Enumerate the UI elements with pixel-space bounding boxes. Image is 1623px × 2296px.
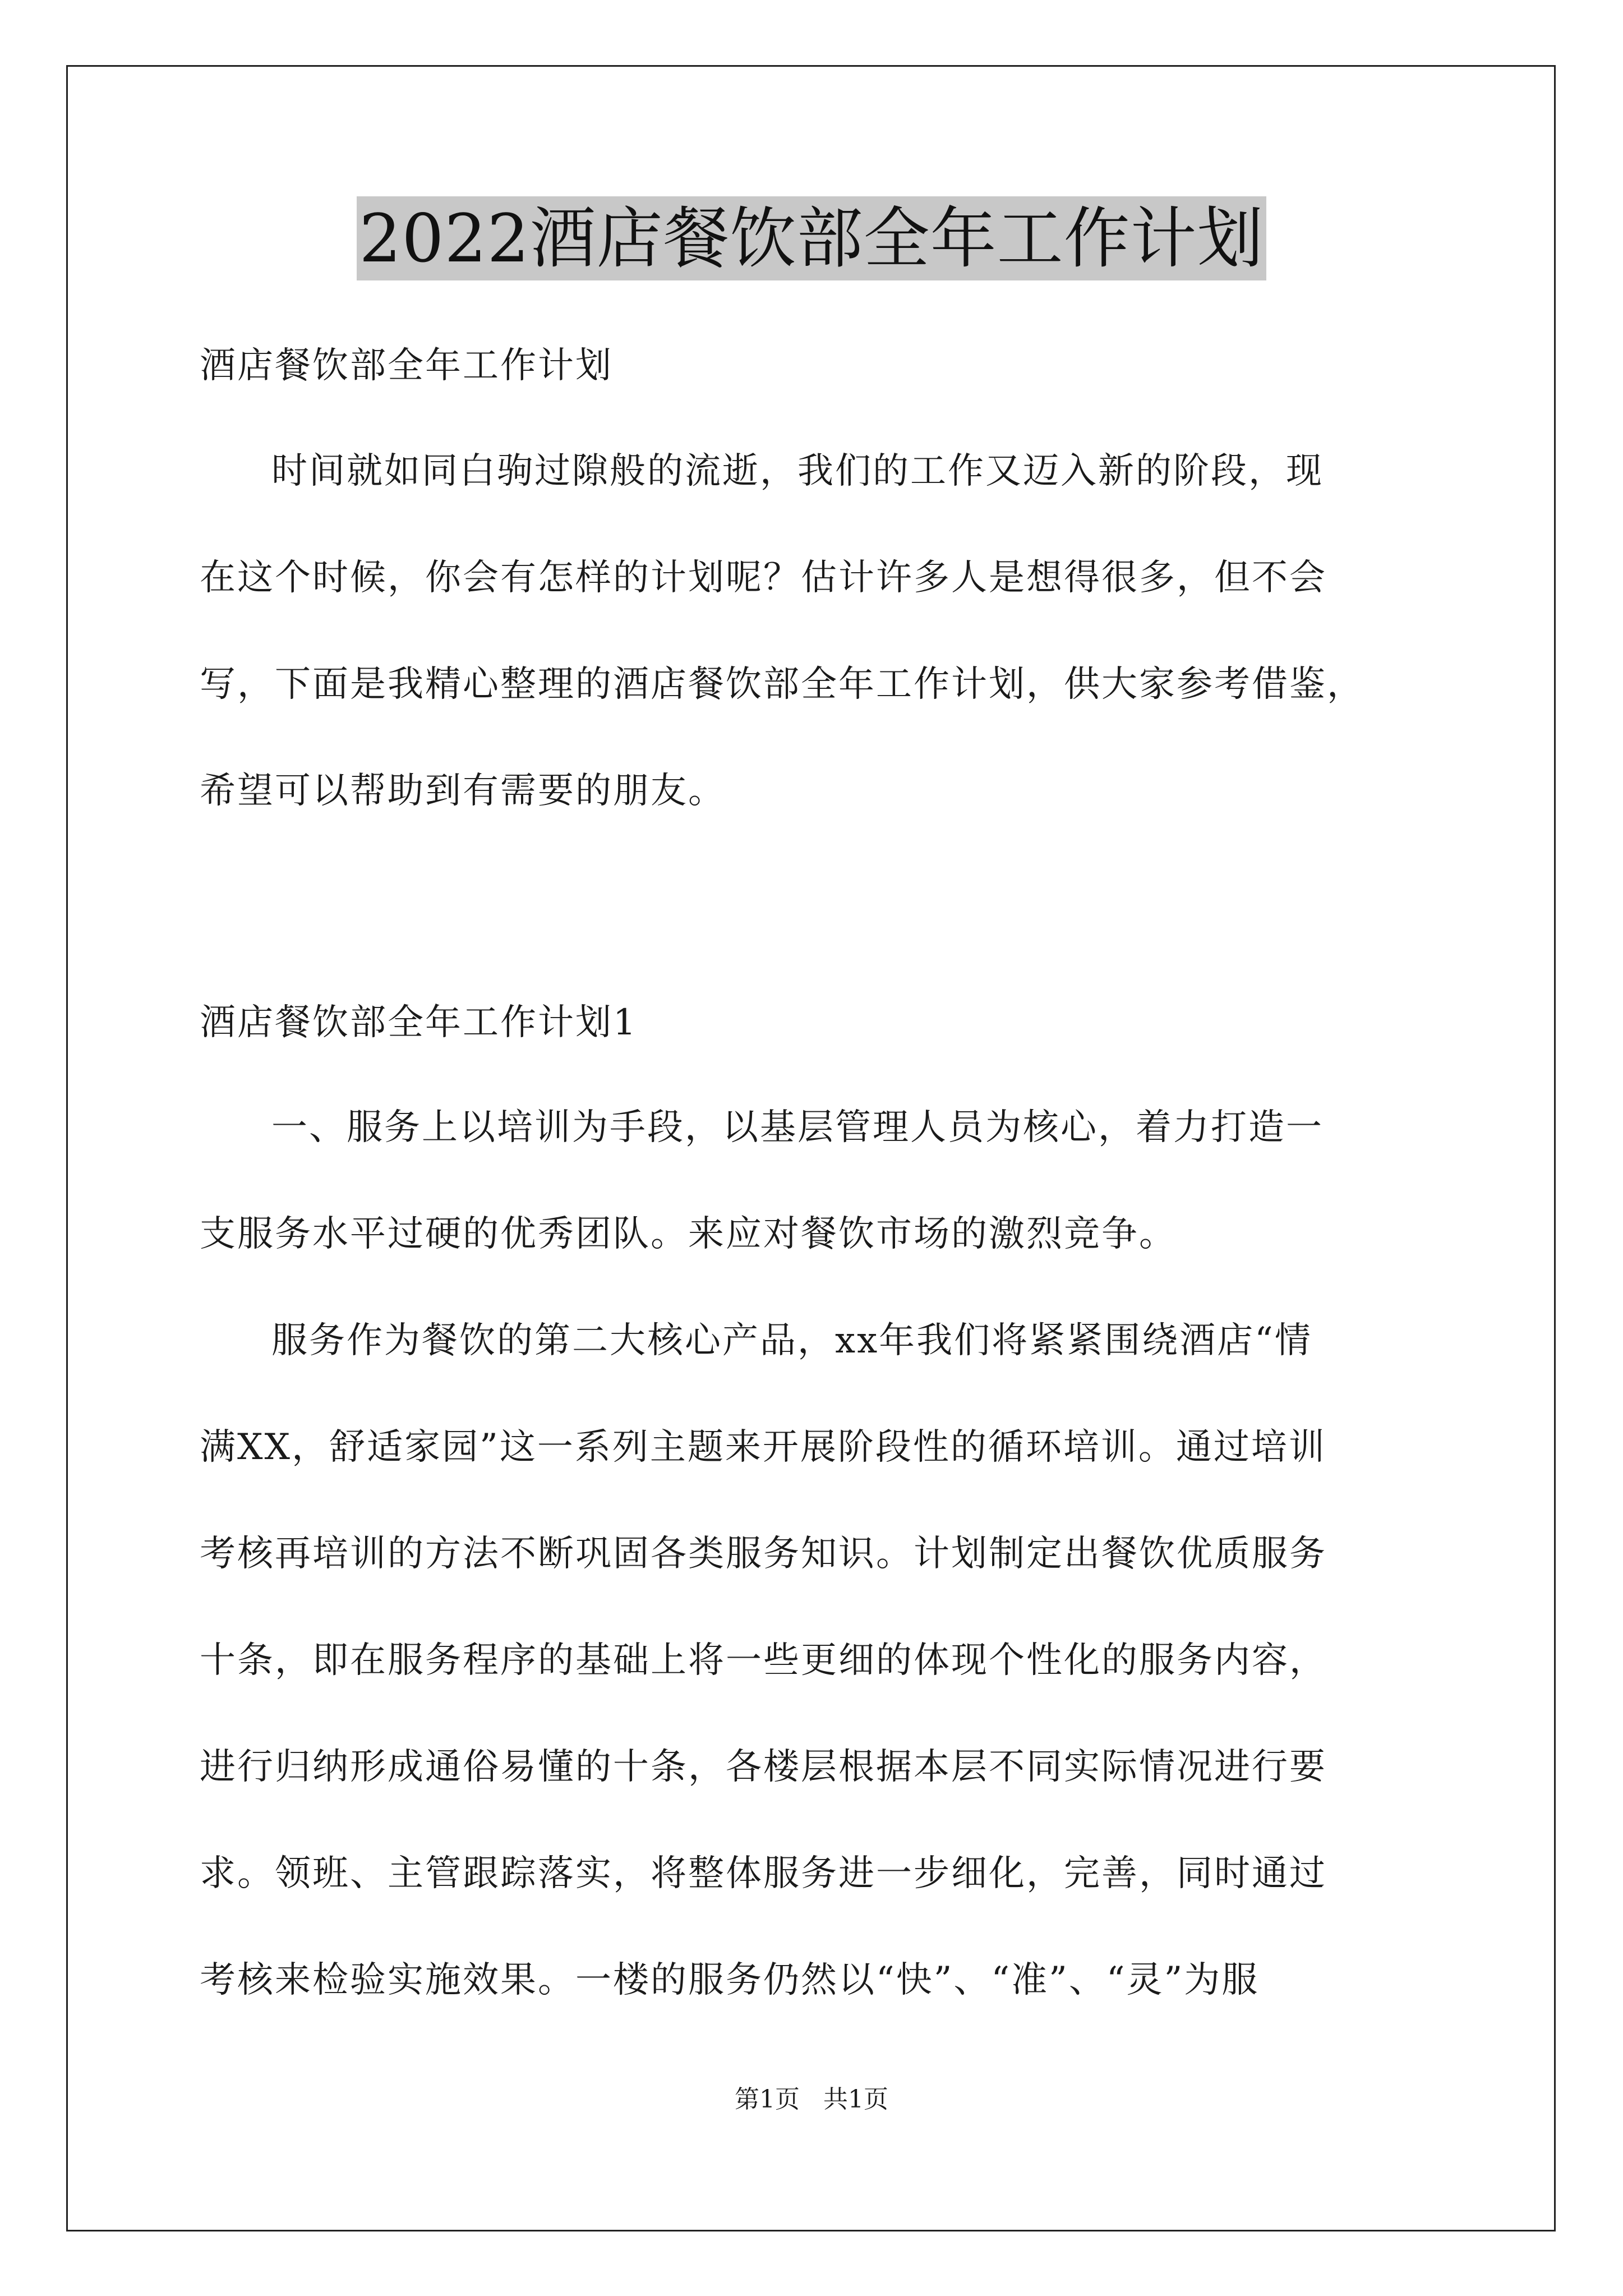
paragraph-line: 一、服务上以培训为手段，以基层管理人员为核心，着力打造一 [271, 1107, 1324, 1148]
paragraph-line: 满XX，舒适家园”这一系列主题来开展阶段性的循环培训。通过培训 [200, 1427, 1326, 1468]
section-heading: 酒店餐饮部全年工作计划1 [200, 1002, 638, 1043]
page-footer [0, 2084, 1623, 2115]
paragraph-line: 希望可以帮助到有需要的朋友。 [200, 770, 726, 812]
document-title: 2022酒店餐饮部全年工作计划 [357, 196, 1266, 280]
title-container [0, 196, 1623, 280]
section-heading: 酒店餐饮部全年工作计划 [200, 345, 613, 386]
page-number: 第1页 [735, 2085, 800, 2114]
paragraph-line: 进行归纳形成通俗易懂的十条，各楼层根据本层不同实际情况进行要 [200, 1746, 1327, 1788]
paragraph-line: 支服务水平过硬的优秀团队。来应对餐饮市场的激烈竞争。 [200, 1213, 1177, 1255]
paragraph-line: 十条，即在服务程序的基础上将一些更细的体现个性化的服务内容， [200, 1640, 1327, 1681]
paragraph-line: 考核来检验实施效果。一楼的服务仍然以“快”、“准”、“灵”为服 [200, 1959, 1260, 2001]
paragraph-line: 考核再培训的方法不断巩固各类服务知识。计划制定出餐饮优质服务 [200, 1533, 1327, 1575]
paragraph-line: 求。领班、主管跟踪落实，将整体服务进一步细化，完善，同时通过 [200, 1853, 1327, 1894]
page-total: 共1页 [823, 2085, 888, 2114]
paragraph-line: 服务作为餐饮的第二大核心产品，xx年我们将紧紧围绕酒店“情 [271, 1320, 1312, 1361]
paragraph-line: 写，下面是我精心整理的酒店餐饮部全年工作计划，供大家参考借鉴， [200, 664, 1364, 705]
paragraph-line: 时间就如同白驹过隙般的流逝，我们的工作又迈入新的阶段，现 [271, 450, 1324, 492]
paragraph-line: 在这个时候，你会有怎样的计划呢？估计许多人是想得很多，但不会 [200, 557, 1327, 599]
